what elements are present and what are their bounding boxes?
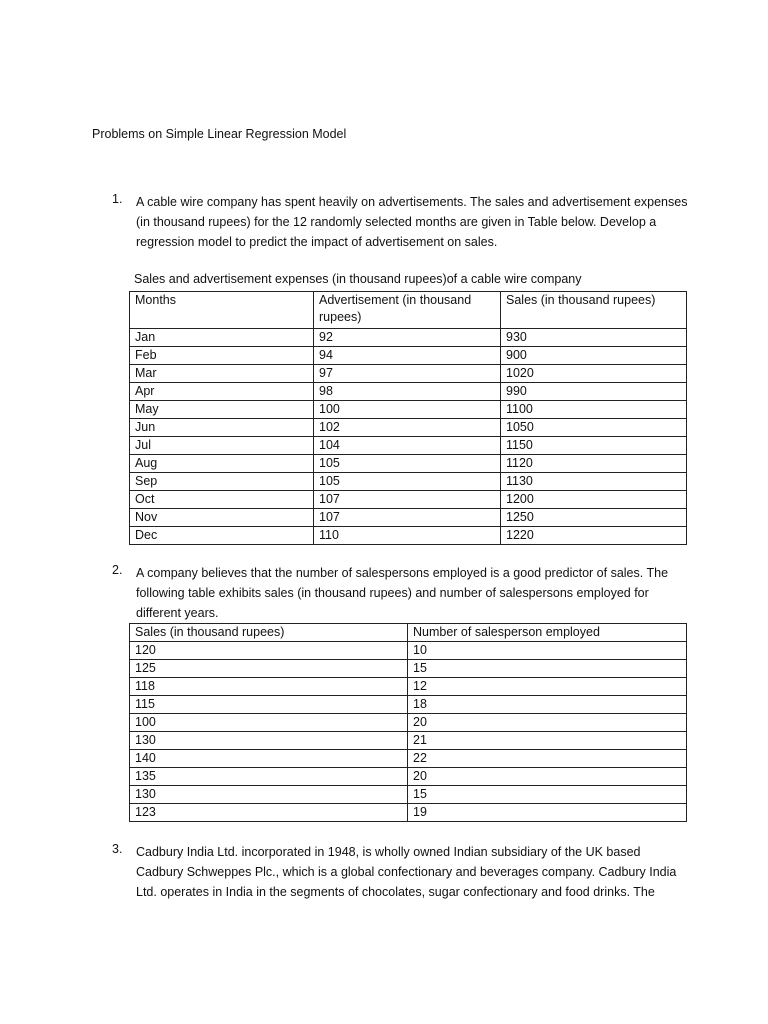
table-row	[130, 714, 687, 732]
salesperson-sales-table	[129, 623, 687, 822]
header-cell: Sales (in thousand rupees)	[130, 624, 408, 642]
table-cell: 94	[314, 347, 501, 365]
header-cell: Advertisement (in thousand rupees)	[314, 292, 501, 329]
table-cell: 990	[501, 383, 687, 401]
problem-text: A cable wire company has spent heavily on advertisements. The sales and advertisement expenses (in thousand rupees) for the 12 randomly selected months are given in Table below. Develop a regression model to predict the impact of advertisement on sales.	[136, 195, 688, 249]
table-cell: 98	[314, 383, 501, 401]
table-cell: 900	[501, 347, 687, 365]
table-cell: 20	[408, 768, 687, 786]
table-cell: 20	[408, 714, 687, 732]
table-cell: 12	[408, 678, 687, 696]
problem-number: 1.	[112, 192, 123, 206]
table-cell: 1200	[501, 491, 687, 509]
table-row	[130, 491, 687, 509]
table-cell: 115	[130, 696, 408, 714]
table-cell: 1020	[501, 365, 687, 383]
problem-number: 3.	[112, 842, 123, 856]
table-cell: Aug	[130, 455, 314, 473]
table-cell: Nov	[130, 509, 314, 527]
table-cell: 10	[408, 642, 687, 660]
table-header-row	[130, 624, 687, 642]
table-cell: Feb	[130, 347, 314, 365]
table-cell: 15	[408, 660, 687, 678]
table-row	[130, 365, 687, 383]
table-row	[130, 527, 687, 545]
table-cell: Sep	[130, 473, 314, 491]
table-cell: 1120	[501, 455, 687, 473]
table-cell: 107	[314, 491, 501, 509]
table-cell: 118	[130, 678, 408, 696]
table-cell: 92	[314, 329, 501, 347]
table-cell: 21	[408, 732, 687, 750]
document-title: Problems on Simple Linear Regression Model	[92, 127, 347, 141]
table-cell: Jul	[130, 437, 314, 455]
table-cell: 100	[130, 714, 408, 732]
table-row	[130, 642, 687, 660]
table-row	[130, 473, 687, 491]
table-cell: Apr	[130, 383, 314, 401]
table-cell: 1250	[501, 509, 687, 527]
table-cell: 105	[314, 473, 501, 491]
table-row	[130, 732, 687, 750]
table-cell: 104	[314, 437, 501, 455]
table-row	[130, 383, 687, 401]
table-cell: 120	[130, 642, 408, 660]
table-cell: 130	[130, 786, 408, 804]
table-row	[130, 804, 687, 822]
table-cell: 15	[408, 786, 687, 804]
table-cell: 1130	[501, 473, 687, 491]
header-cell: Sales (in thousand rupees)	[501, 292, 687, 329]
table-cell: 1150	[501, 437, 687, 455]
problem-text: A company believes that the number of salespersons employed is a good predictor of sales. The following table exhibits sales (in thousand rupees) and number of salespersons employed for different years.	[136, 566, 669, 620]
table-row	[130, 768, 687, 786]
table-row	[130, 437, 687, 455]
table-cell: Jun	[130, 419, 314, 437]
table-row	[130, 660, 687, 678]
table-cell: 130	[130, 732, 408, 750]
table-cell: 125	[130, 660, 408, 678]
table-cell: 105	[314, 455, 501, 473]
table-row	[130, 455, 687, 473]
table-row	[130, 509, 687, 527]
table-cell: 135	[130, 768, 408, 786]
problem-number: 2.	[112, 563, 123, 577]
table-row	[130, 401, 687, 419]
table-row	[130, 696, 687, 714]
table1-caption: Sales and advertisement expenses (in thousand rupees)of a cable wire company	[134, 272, 582, 286]
table-cell: 102	[314, 419, 501, 437]
table-row	[130, 347, 687, 365]
table-cell: 1100	[501, 401, 687, 419]
table-cell: 110	[314, 527, 501, 545]
table-cell: 140	[130, 750, 408, 768]
table-header-row	[130, 292, 687, 329]
table-cell: 97	[314, 365, 501, 383]
table-row	[130, 329, 687, 347]
table-cell: 19	[408, 804, 687, 822]
table-cell: Jan	[130, 329, 314, 347]
table-cell: 123	[130, 804, 408, 822]
table-cell: Mar	[130, 365, 314, 383]
table-cell: 107	[314, 509, 501, 527]
table-row	[130, 678, 687, 696]
table-row	[130, 750, 687, 768]
header-cell: Number of salesperson employed	[408, 624, 687, 642]
table-cell: Oct	[130, 491, 314, 509]
table-row	[130, 419, 687, 437]
table-cell: 100	[314, 401, 501, 419]
problem-text: Cadbury India Ltd. incorporated in 1948, is wholly owned Indian subsidiary of the UK based Cadbury Schweppes Plc., which is a global confectionary and beverages company. Cadbury India Ltd. operates in India in the segments of chocolates, sugar confectionary and food drinks. The	[136, 845, 677, 899]
table-cell: 18	[408, 696, 687, 714]
table-cell: 1050	[501, 419, 687, 437]
table-row	[130, 786, 687, 804]
header-cell: Months	[130, 292, 314, 329]
table-cell: 1220	[501, 527, 687, 545]
table-cell: Dec	[130, 527, 314, 545]
table-cell: May	[130, 401, 314, 419]
advertisement-sales-table	[129, 291, 687, 545]
table-cell: 930	[501, 329, 687, 347]
table-cell: 22	[408, 750, 687, 768]
